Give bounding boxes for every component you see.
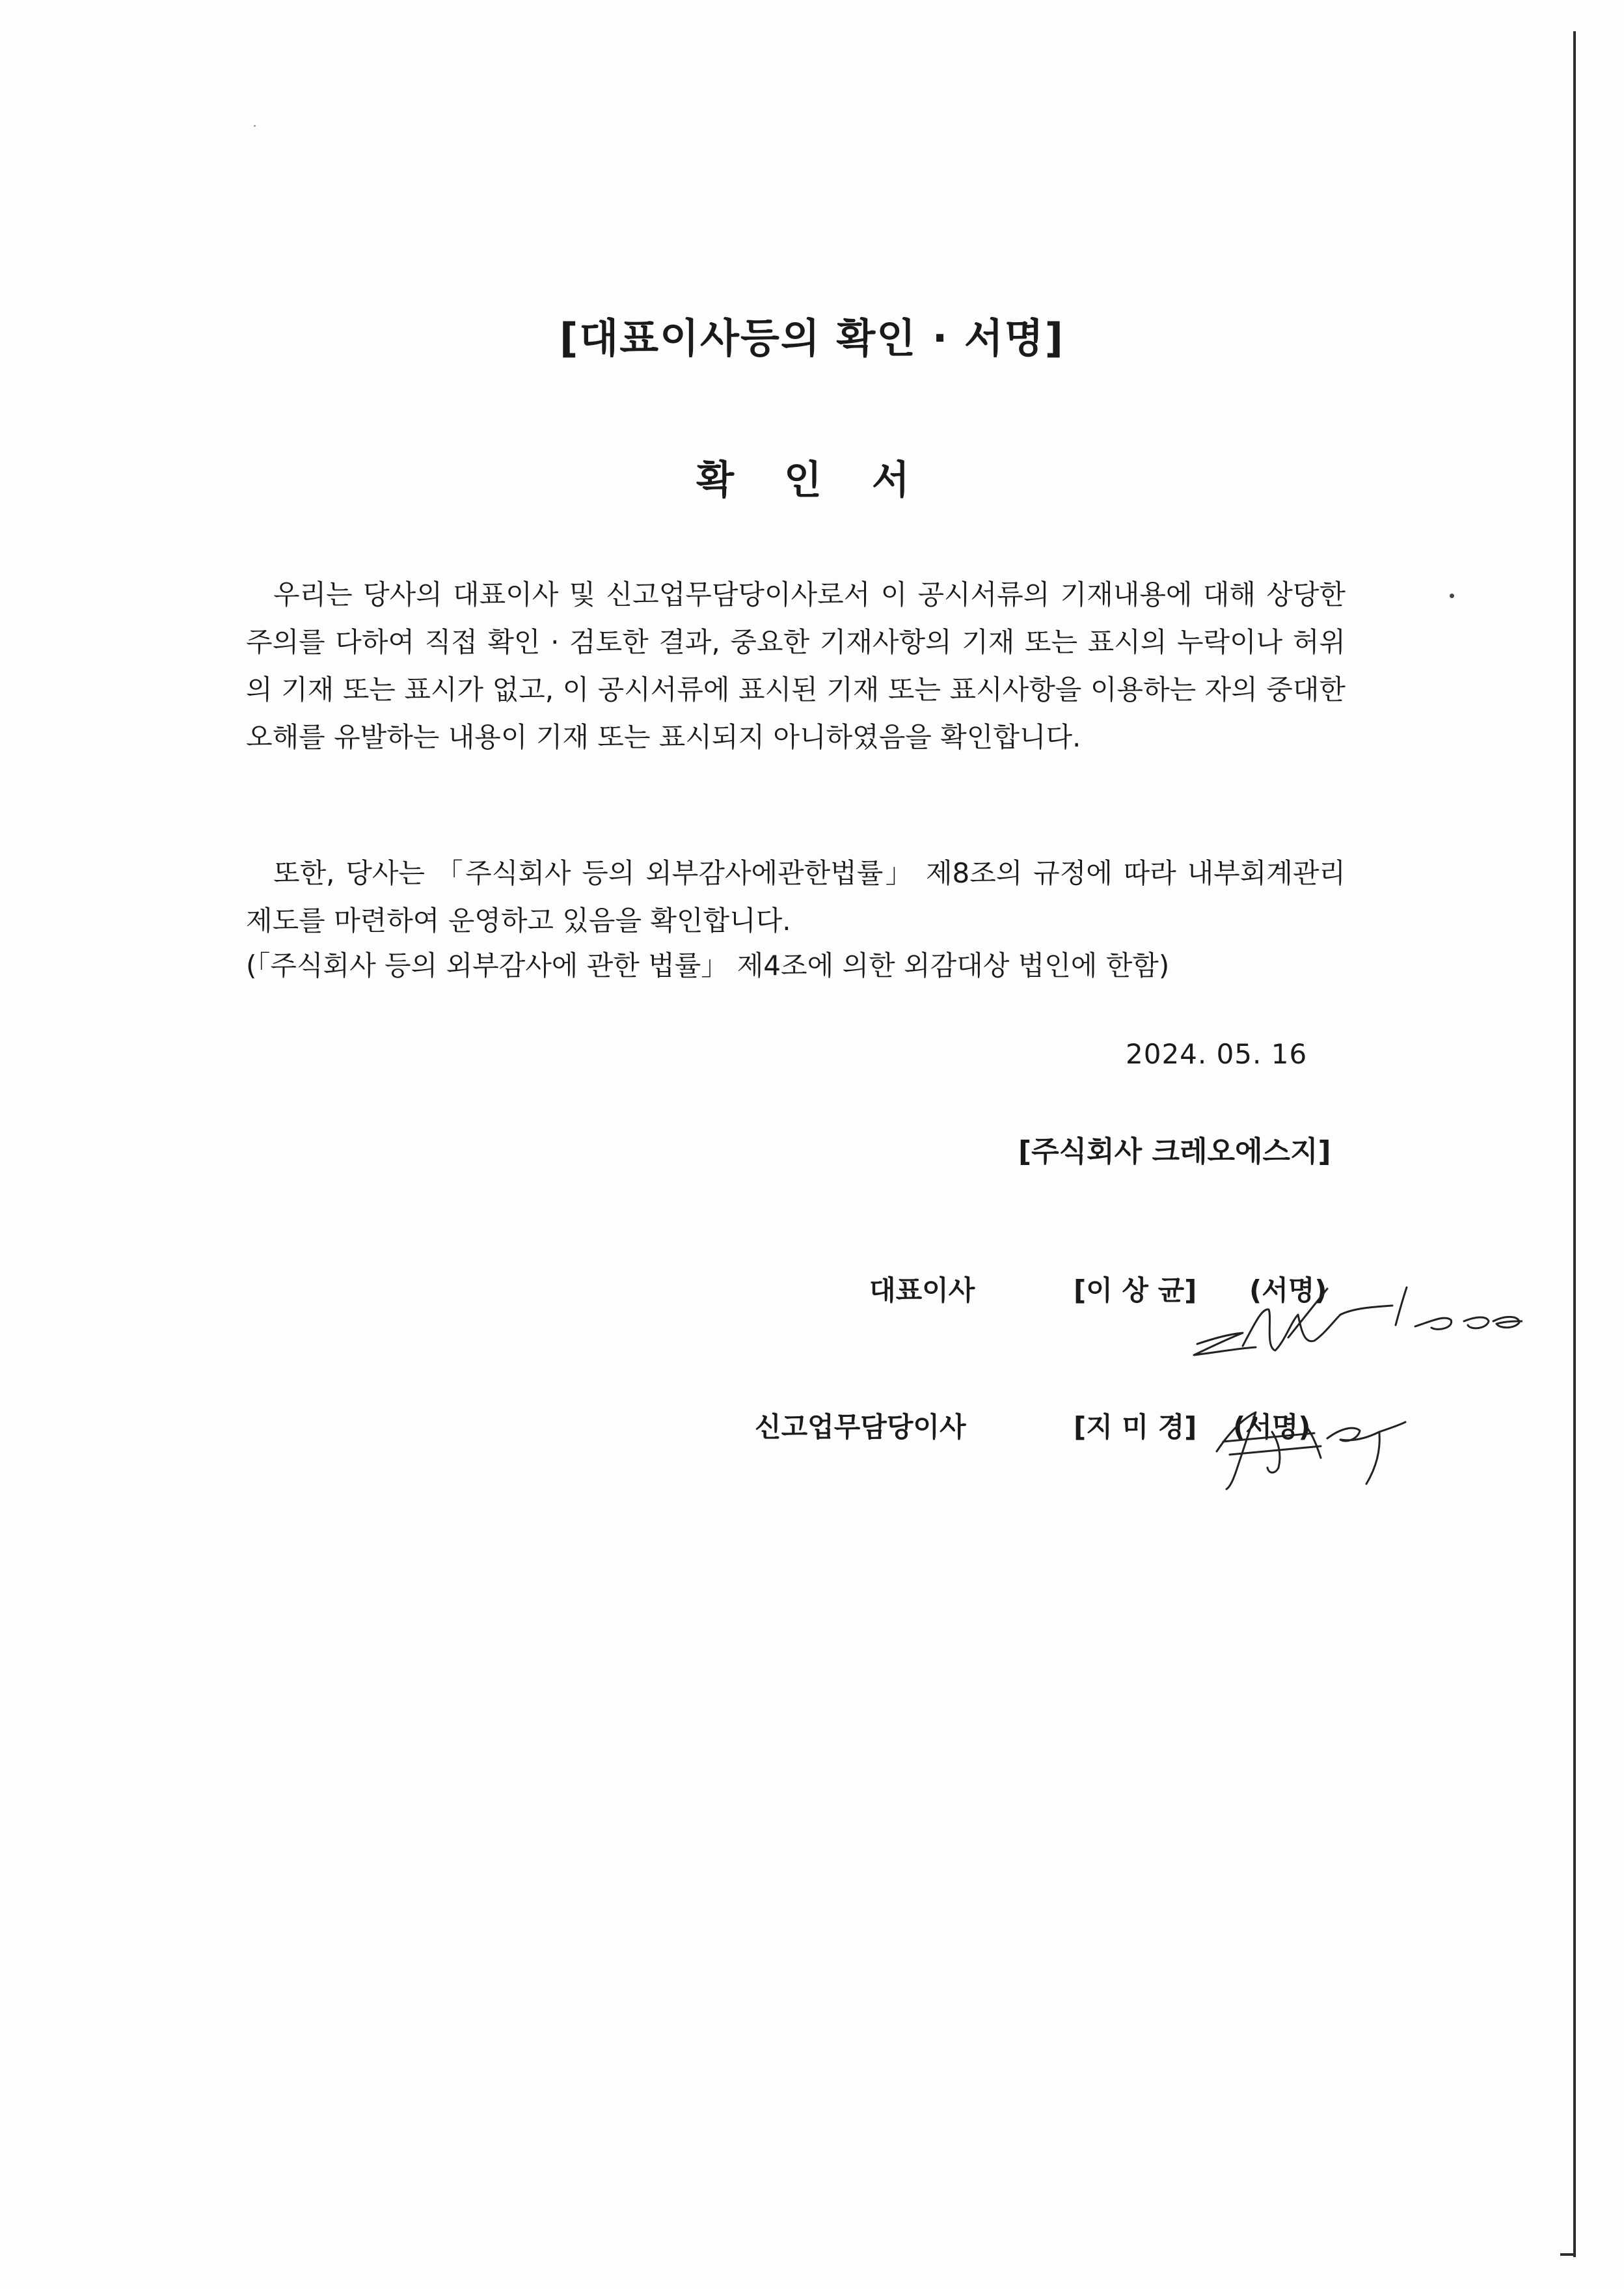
signatory-role-ceo: 대표이사 xyxy=(869,1274,975,1306)
company-name: [주식회사 크레오에스지] xyxy=(1018,1135,1331,1168)
signatory-name-ceo: [이 상 균] xyxy=(1074,1274,1197,1306)
signature-label-cfo: (서명) xyxy=(1233,1411,1311,1443)
document-title: 확 인 서 xyxy=(696,458,928,503)
applicability-note: (「주식회사 등의 외부감사에 관한 법률」 제4조에 의한 외감대상 법인에 한함) xyxy=(246,950,1170,981)
section-title: [대표이사등의 확인 · 서명] xyxy=(560,314,1064,362)
scan-speck xyxy=(254,125,256,127)
signature-label-ceo: (서명) xyxy=(1249,1274,1327,1306)
page-border-corner xyxy=(1560,2253,1576,2256)
page-border-line xyxy=(1573,31,1576,2257)
handwritten-signature-cfo xyxy=(1210,1393,1418,1490)
internal-control-paragraph: 또한, 당사는 「주식회사 등의 외부감사에관한법률」 제8조의 규정에 따라 내부회계관리제도를 마련하여 운영하고 있음을 확인합니다. xyxy=(246,857,1346,937)
document-date: 2024. 05. 16 xyxy=(1126,1038,1308,1070)
signatory-role-cfo: 신고업무담당이사 xyxy=(755,1411,966,1443)
confirmation-paragraph: 우리는 당사의 대표이사 및 신고업무담당이사로서 이 공시서류의 기재내용에 대해 상당한 주의를 다하여 직접 확인 · 검토한 결과, 중요한 기재사항의 기재 또는 표시의 누락이나 허위의 기재 또는 표시가 없고, 이 공시서류에 표시된 기재 또는 표시사항을 이용하는 자의 중대한 오해를 유발하는 내용이 기재 또는 표시되지 아니하였음을 확인합니다. xyxy=(246,579,1346,753)
handwritten-signature-ceo xyxy=(1158,1269,1522,1380)
scan-speck xyxy=(1450,594,1454,598)
signatory-name-cfo: [지 미 경] xyxy=(1074,1411,1197,1443)
